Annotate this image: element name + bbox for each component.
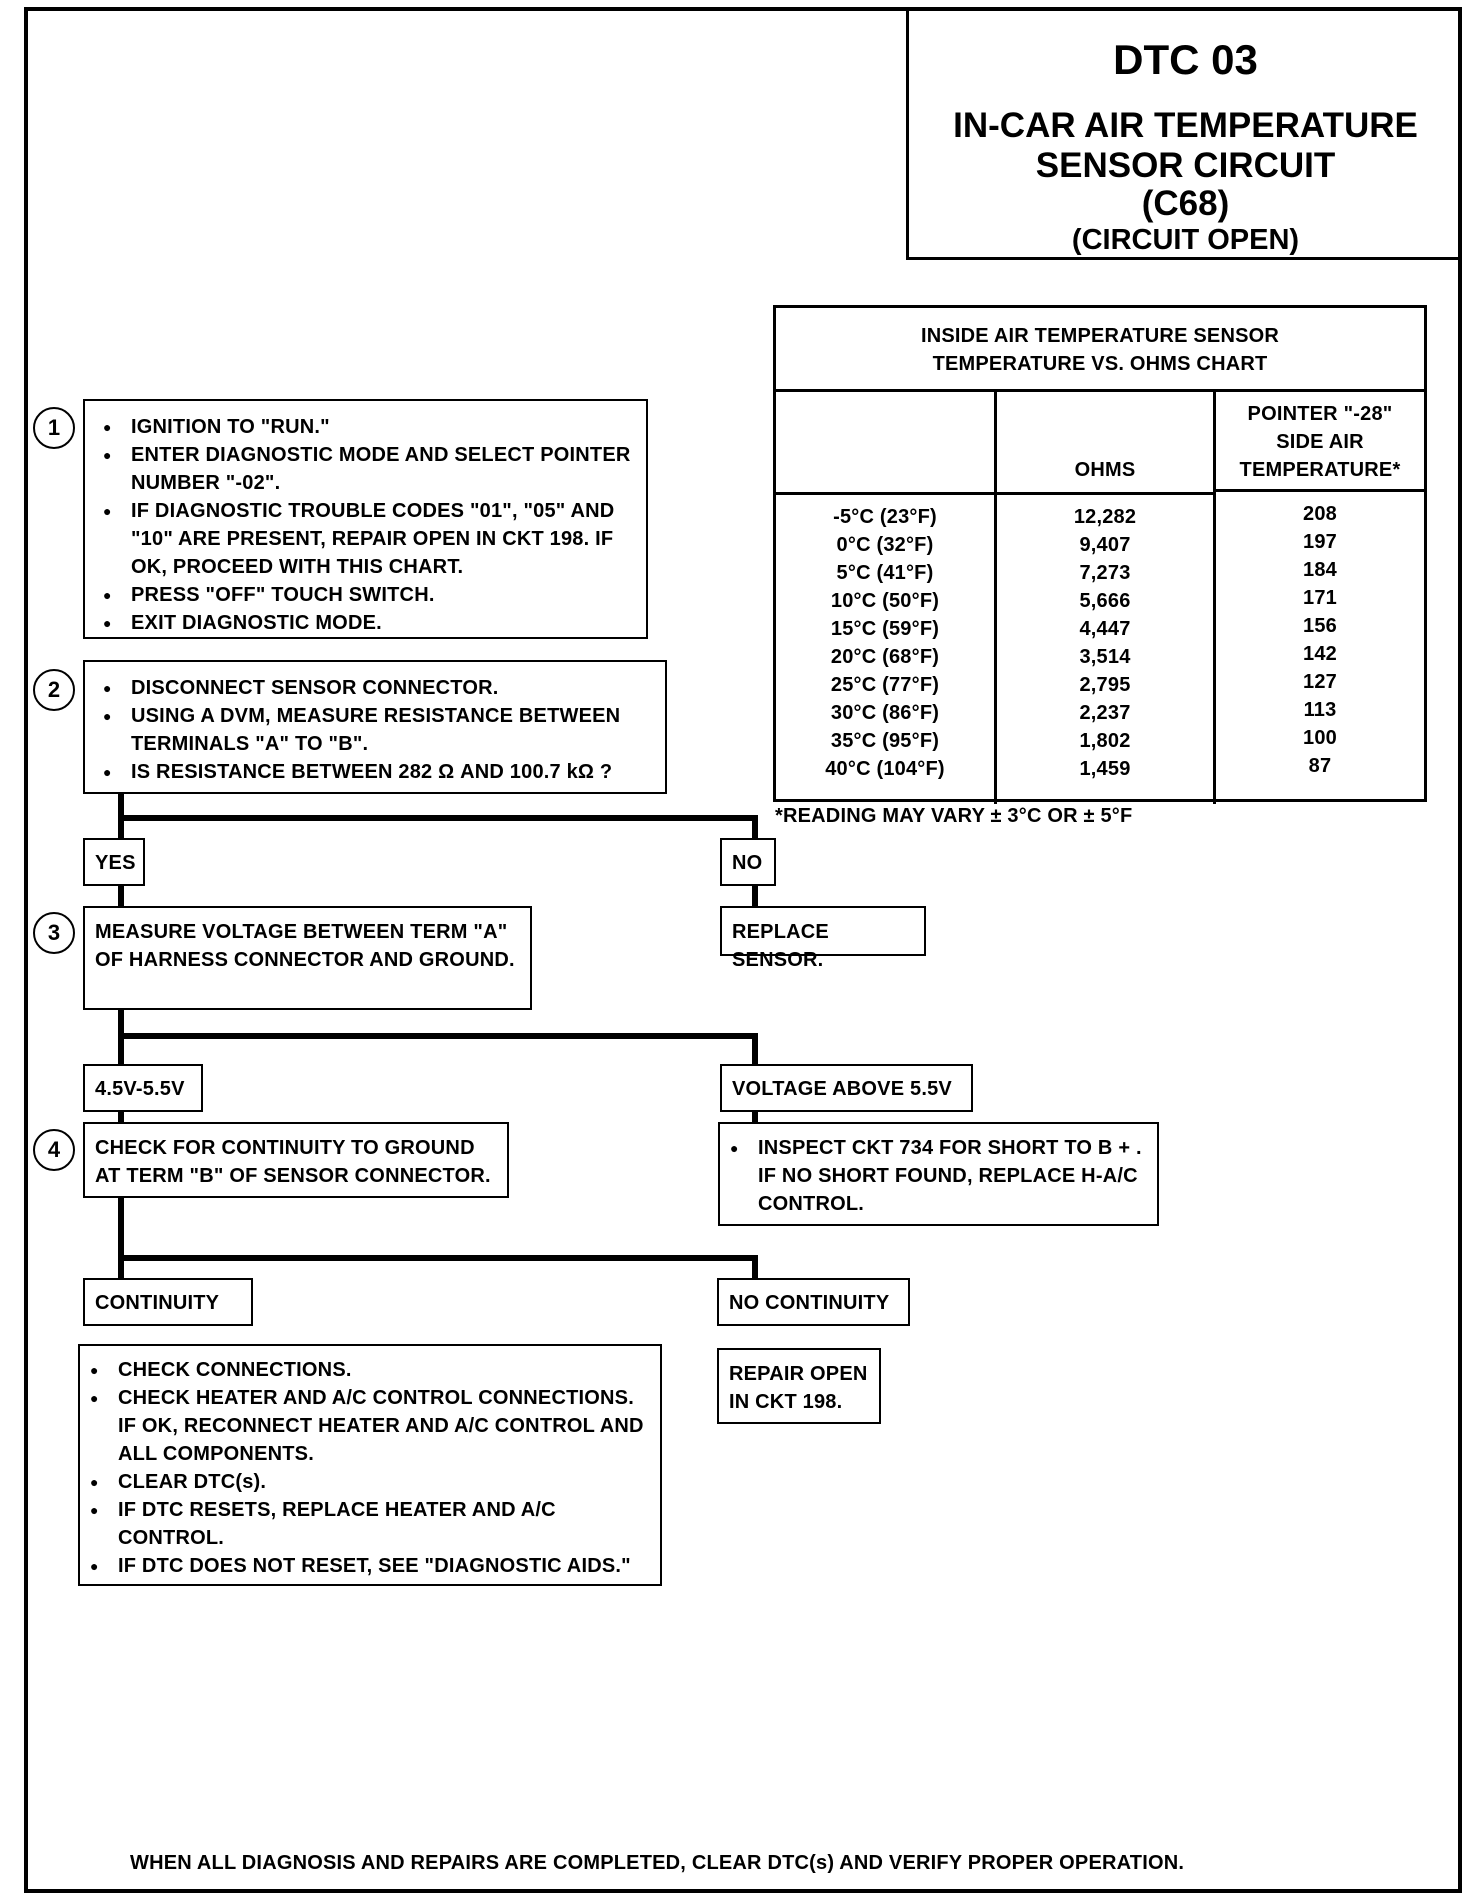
list-item: ● EXIT DIAGNOSTIC MODE. [97, 609, 636, 637]
dtc-code: DTC 03 [1113, 36, 1258, 83]
connector [752, 886, 758, 906]
ohms-cell: 2,795 [1079, 674, 1131, 696]
pointer-cell: 127 [1303, 671, 1337, 693]
yes-label: YES [83, 838, 145, 886]
pointer-cell: 87 [1308, 755, 1332, 777]
step-1-number: 1 [33, 407, 75, 449]
connector [118, 1033, 758, 1039]
connector [118, 1198, 124, 1278]
inspect-ckt-box [718, 1122, 1159, 1226]
temp-cell: 0°C (32°F) [836, 534, 934, 556]
list-item: ● DISCONNECT SENSOR CONNECTOR. [97, 674, 655, 702]
voltage-ok-label: 4.5V-5.5V [83, 1064, 203, 1112]
ohms-cell: 2,237 [1079, 702, 1131, 724]
ohms-cell: 9,407 [1079, 534, 1131, 556]
step-4-box: CHECK FOR CONTINUITY TO GROUND AT TERM "B" OF SENSOR CONNECTOR. [83, 1122, 509, 1198]
connector [752, 1255, 758, 1278]
temp-ohms-table [773, 305, 1427, 802]
list-item: ● IF DTC RESETS, REPLACE HEATER AND A/C CONTROL. [84, 1496, 650, 1552]
ohms-cell: 4,447 [1079, 618, 1131, 640]
ohms-column-header: OHMS [1074, 459, 1136, 481]
step-3-number: 3 [33, 912, 75, 954]
pointer-cell: 171 [1303, 587, 1337, 609]
step-2-list [97, 674, 655, 786]
pointer-column-header-2: SIDE AIR [1276, 431, 1364, 453]
pointer-column-header-1: POINTER "-28" [1247, 403, 1393, 425]
list-item: ● CLEAR DTC(s). [84, 1468, 650, 1496]
title-line-2: SENSOR CIRCUIT [1035, 146, 1336, 185]
continuity-label: CONTINUITY [83, 1278, 253, 1326]
table-footnote: *READING MAY VARY ± 3°C OR ± 5°F [775, 805, 1133, 827]
no-continuity-label: NO CONTINUITY [717, 1278, 910, 1326]
pointer-cell: 208 [1303, 503, 1337, 525]
temp-cell: 35°C (95°F) [830, 730, 940, 752]
temp-cell: 20°C (68°F) [830, 646, 940, 668]
ohms-cell: 3,514 [1079, 646, 1131, 668]
repair-open-text: REPAIR OPEN IN CKT 198. [729, 1363, 868, 1413]
list-item: ● USING A DVM, MEASURE RESISTANCE BETWEEN TERMINALS "A" TO "B". [97, 702, 655, 758]
pointer-cell: 142 [1303, 643, 1337, 665]
step-2-number: 2 [33, 669, 75, 711]
temp-cell: 40°C (104°F) [825, 758, 945, 780]
pointer-cell: 156 [1303, 615, 1337, 637]
temp-cell: 30°C (86°F) [830, 702, 940, 724]
table-header-2: TEMPERATURE VS. OHMS CHART [932, 353, 1268, 375]
list-item: ● IF DIAGNOSTIC TROUBLE CODES "01", "05" AND "10" ARE PRESENT, REPAIR OPEN IN CKT 198. IF OK, PROCEED WITH THIS CHART. [97, 497, 636, 581]
final-actions-box [78, 1344, 662, 1586]
pointer-cell: 197 [1303, 531, 1337, 553]
step-2-box [83, 660, 667, 794]
inspect-ckt-text: ● INSPECT CKT 734 FOR SHORT TO B + . IF NO SHORT FOUND, REPLACE H-A/C CONTROL. [724, 1134, 1147, 1218]
temp-cell: 10°C (50°F) [830, 590, 940, 612]
ohms-cell: 7,273 [1079, 562, 1131, 584]
ohms-cell: 5,666 [1079, 590, 1131, 612]
step-3-box: MEASURE VOLTAGE BETWEEN TERM "A" OF HARNESS CONNECTOR AND GROUND. [83, 906, 532, 1010]
list-item: ● PRESS "OFF" TOUCH SWITCH. [97, 581, 636, 609]
title-line-4: (CIRCUIT OPEN) [1071, 224, 1300, 256]
pointer-cell: 184 [1303, 559, 1337, 581]
step-4-number: 4 [33, 1129, 75, 1171]
step-1-list [97, 413, 636, 637]
connector [752, 815, 758, 838]
list-item: ● IS RESISTANCE BETWEEN 282 Ω AND 100.7 kΩ ? [97, 758, 655, 786]
list-item: ● ENTER DIAGNOSTIC MODE AND SELECT POINTER NUMBER "-02". [97, 441, 636, 497]
title-block [906, 7, 1462, 260]
connector [118, 1112, 124, 1122]
ohms-cell: 1,802 [1079, 730, 1131, 752]
list-item: ● IGNITION TO "RUN." [97, 413, 636, 441]
connector [118, 1255, 758, 1261]
pointer-column-header-3: TEMPERATURE* [1239, 459, 1401, 481]
pointer-cell: 113 [1303, 699, 1337, 721]
table-header-1: INSIDE AIR TEMPERATURE SENSOR [920, 325, 1280, 347]
no-label: NO [720, 838, 776, 886]
final-actions-list [84, 1356, 650, 1580]
repair-open-box [717, 1348, 881, 1424]
connector [752, 1112, 758, 1122]
pointer-cell: 100 [1303, 727, 1337, 749]
connector [118, 815, 758, 821]
list-item: ● IF DTC DOES NOT RESET, SEE "DIAGNOSTIC AIDS." [84, 1552, 650, 1580]
step-1-box [83, 399, 648, 639]
temp-cell: -5°C (23°F) [833, 506, 937, 528]
voltage-high-label: VOLTAGE ABOVE 5.5V [720, 1064, 973, 1112]
temp-cell: 5°C (41°F) [836, 562, 934, 584]
ohms-cell: 12,282 [1073, 506, 1137, 528]
replace-sensor-box: REPLACE SENSOR. [720, 906, 926, 956]
list-item: ● CHECK CONNECTIONS. [84, 1356, 650, 1384]
temp-cell: 15°C (59°F) [830, 618, 940, 640]
list-item: ● CHECK HEATER AND A/C CONTROL CONNECTIONS. IF OK, RECONNECT HEATER AND A/C CONTROL AND ALL COMPONENTS. [84, 1384, 650, 1468]
ohms-cell: 1,459 [1079, 758, 1131, 780]
footer-note: WHEN ALL DIAGNOSIS AND REPAIRS ARE COMPLETED, CLEAR DTC(s) AND VERIFY PROPER OPERATION. [130, 1852, 1185, 1874]
temp-cell: 25°C (77°F) [830, 674, 940, 696]
title-line-1: IN-CAR AIR TEMPERATURE [953, 106, 1418, 145]
connector [752, 1033, 758, 1064]
title-line-3: (C68) [1141, 184, 1230, 223]
connector [118, 886, 124, 906]
